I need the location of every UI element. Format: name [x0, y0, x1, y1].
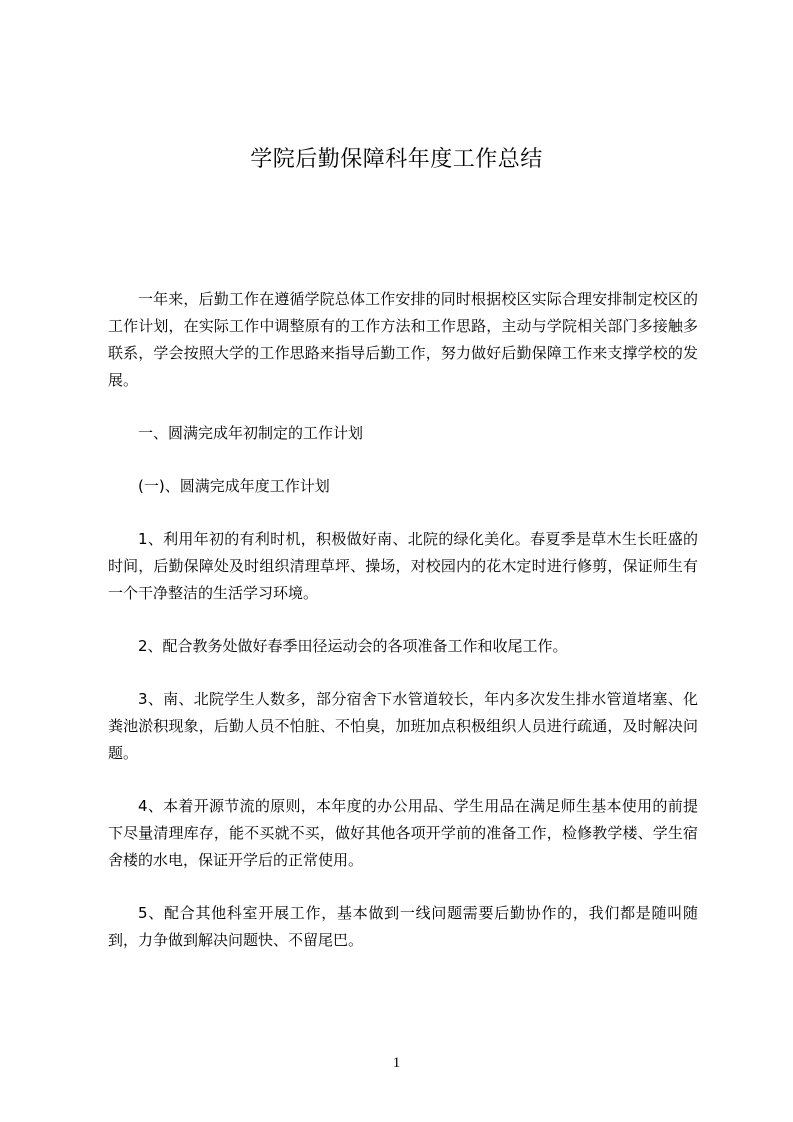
item-paragraph-1: 1、利用年初的有利时机，积极做好南、北院的绿化美化。春夏季是草木生长旺盛的时间，后勤保障处及时组织清理草坪、操场，对校园内的花木定时进行修剪，保证师生有一个干净整洁的生活学习环境。: [108, 530, 698, 602]
page-number: 1: [392, 1055, 401, 1071]
item-paragraph-4: 4、本着开源节流的原则，本年度的办公用品、学生用品在满足师生基本使用的前提下尽量清理库存，能不买就不买，做好其他各项开学前的准备工作，检修教学楼、学生宿舍楼的水电，保证开学后的正常使用。: [108, 797, 698, 869]
subsection-heading: (一)、圆满完成年度工作计划: [138, 477, 330, 495]
item-paragraph-3: 3、南、北院学生人数多，部分宿舍下水管道较长，年内多次发生排水管道堵塞、化粪池淤积现象，后勤人员不怕脏、不怕臭，加班加点积极组织人员进行疏通，及时解决问题。: [108, 690, 698, 762]
document-body: [108, 286, 698, 980]
intro-paragraph: 一年来，后勤工作在遵循学院总体工作安排的同时根据校区实际合理安排制定校区的工作计划，在实际工作中调整原有的工作方法和工作思路，主动与学院相关部门多接触多联系，学会按照大学的工作思路来指导后勤工作，努力做好后勤保障工作来支撑学校的发展。: [108, 290, 698, 389]
item-paragraph-2: 2、配合教务处做好春季田径运动会的各项准备工作和收尾工作。: [138, 637, 568, 655]
section-heading: 一、圆满完成年初制定的工作计划: [138, 424, 364, 442]
item-paragraph-5: 5、配合其他科室开展工作，基本做到一线问题需要后勤协作的，我们都是随叫随到，力争做到解决问题快、不留尾巴。: [108, 904, 698, 949]
document-title: 学院后勤保障科年度工作总结: [250, 147, 543, 172]
